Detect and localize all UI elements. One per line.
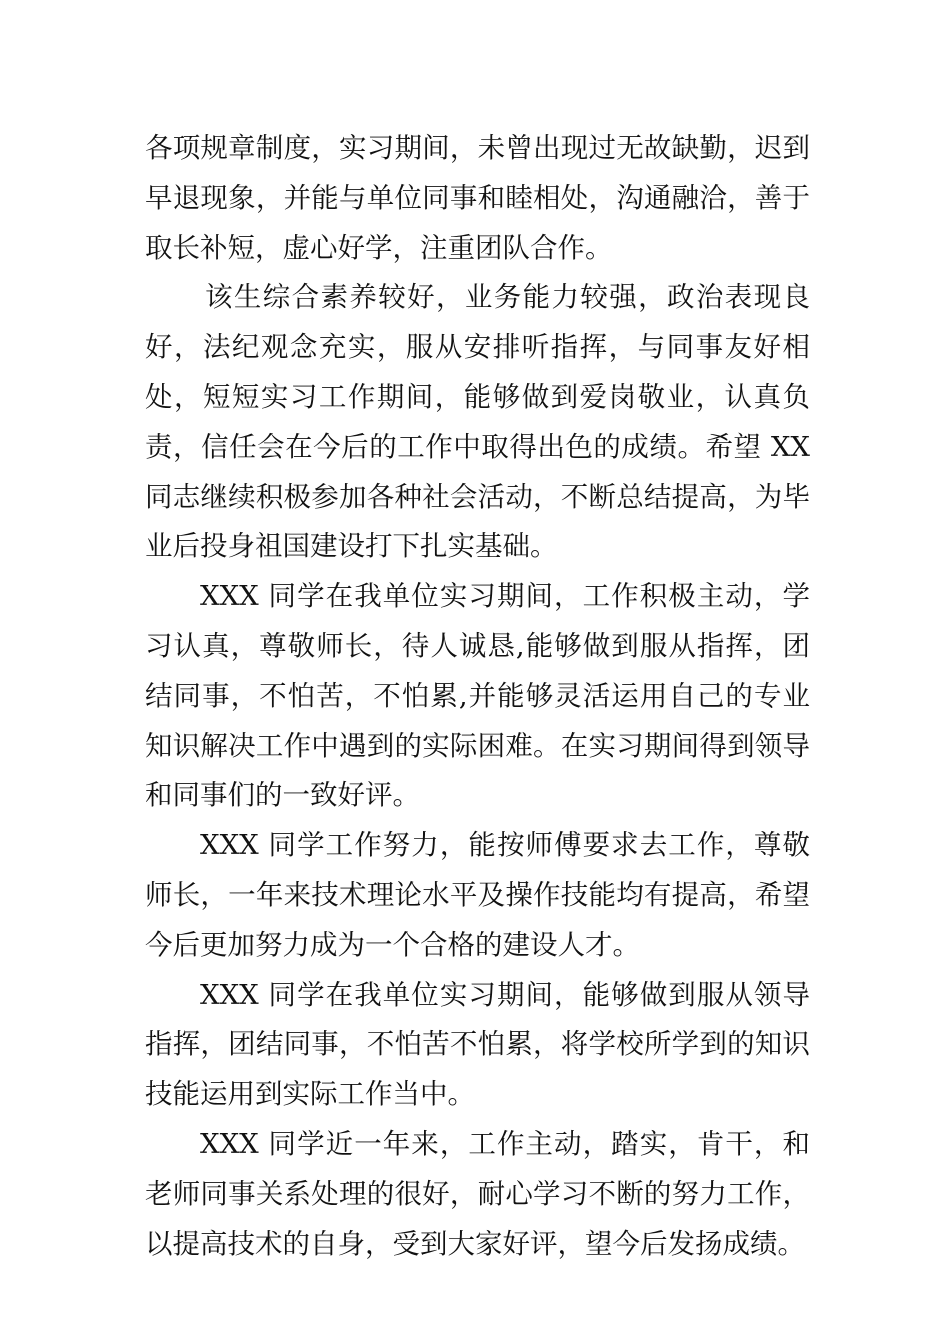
paragraph-1: 各项规章制度，实习期间，未曾出现过无故缺勤，迟到早退现象，并能与单位同事和睦相处，沟通融洽，善于取长补短，虚心好学，注重团队合作。: [145, 132, 810, 264]
paragraph-3: XXX 同学在我单位实习期间，工作积极主动，学习认真，尊敬师长，待人诚恳,能够做到服从指挥，团结同事，不怕苦，不怕累,并能够灵活运用自己的专业知识解决工作中遇到的实际困难。在实习期间得到领导和同事们的一致好评。: [145, 580, 810, 812]
paragraph-2: 该生综合素养较好，业务能力较强，政治表现良好，法纪观念充实，服从安排听指挥，与同事友好相处，短短实习工作期间，能够做到爱岗敬业，认真负责，信任会在今后的工作中取得出色的成绩。希望 XX 同志继续积极参加各种社会活动，不断总结提高，为毕业后投身祖国建设打下扎实基础。: [145, 281, 810, 563]
paragraph-4: XXX 同学工作努力，能按师傅要求去工作，尊敬师长，一年来技术理论水平及操作技能均有提高，希望今后更加努力成为一个合格的建设人才。: [145, 829, 810, 961]
document-body: [145, 124, 810, 1269]
paragraph-6: XXX 同学近一年来，工作主动，踏实，肯干，和老师同事关系处理的很好，耐心学习不断的努力工作，以提高技术的自身，受到大家好评，望今后发扬成绩。: [145, 1127, 810, 1260]
paragraph-5: XXX 同学在我单位实习期间，能够做到服从领导指挥，团结同事，不怕苦不怕累，将学校所学到的知识技能运用到实际工作当中。: [145, 978, 810, 1111]
